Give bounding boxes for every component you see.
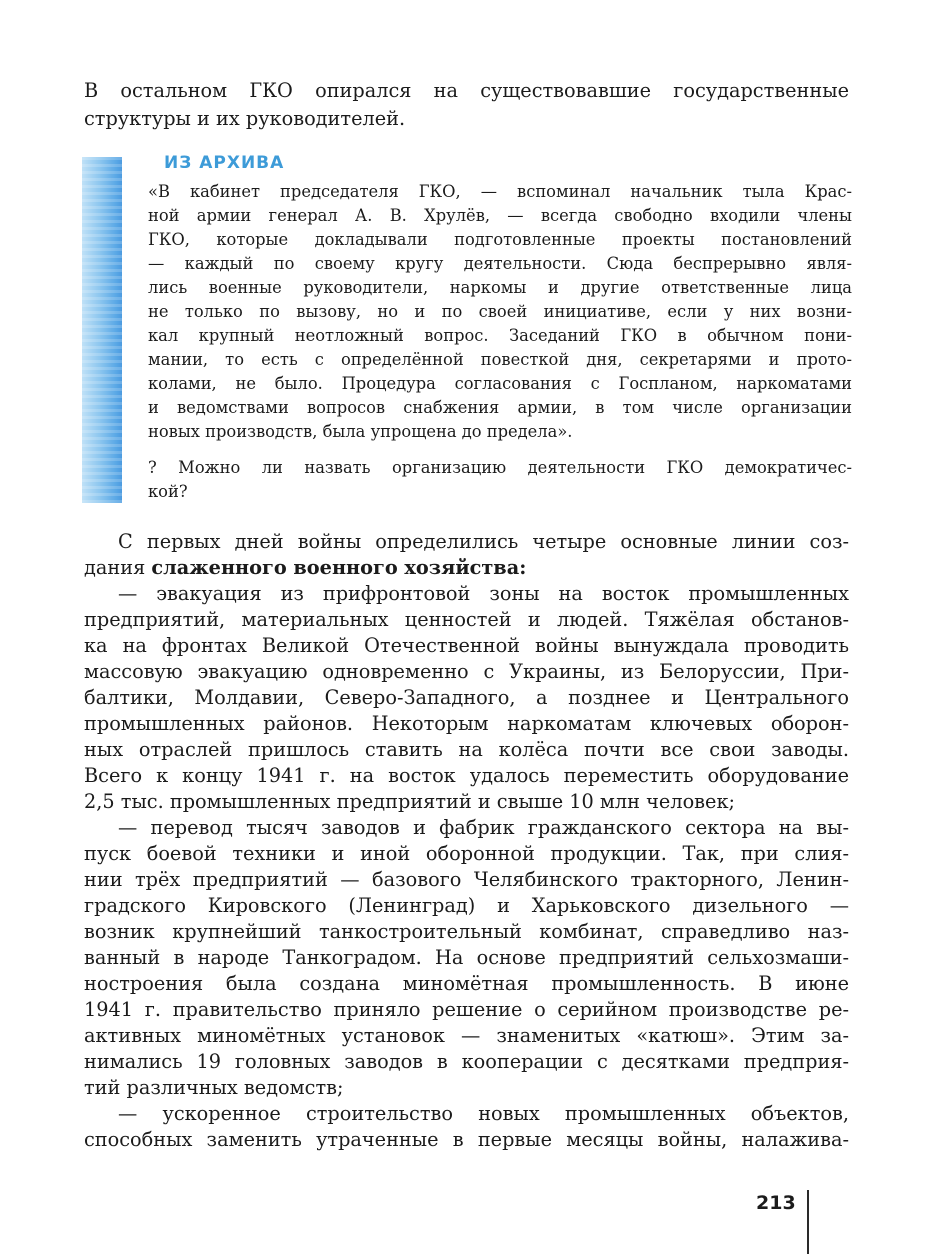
archive-line: и ведомствами вопросов снабжения армии, в том числе организации [148,398,852,417]
main-line: — перевод тысяч заводов и фабрик гражданского сектора на вы- [118,816,849,839]
archive-line: не только по вызову, но и по своей инициативе, если у них возни- [148,302,852,321]
archive-line: кал крупный неотложный вопрос. Заседаний ГКО в обычном пони- [148,326,852,345]
intro-line: структуры и их руководителей. [84,107,406,130]
main-line: ванный в народе Танкоградом. На основе предприятий сельхозмаши- [84,946,849,969]
archive-heading: ИЗ АРХИВА [164,153,285,173]
main-line: массовую эвакуацию одновременно с Украины, из Белоруссии, При- [84,660,849,683]
archive-question: ? Можно ли назвать организацию деятельности ГКО демократичес- [148,458,852,477]
archive-line: мании, то есть с определённой повесткой дня, секретарями и прото- [148,350,852,369]
archive-line: «В кабинет председателя ГКО, — вспоминал начальник тыла Крас- [148,182,852,201]
archive-line: лись военные руководители, наркомы и другие ответственные лица [148,278,852,297]
main-line: ка на фронтах Великой Отечественной войны вынуждала проводить [84,634,849,657]
main-line: балтики, Молдавии, Северо-Западного, а позднее и Центрального [84,686,849,709]
page-number: 213 [756,1192,796,1214]
main-line-prefix: дания [84,556,152,579]
main-line: — ускоренное строительство новых промышленных объектов, [118,1102,849,1125]
main-line: пуск боевой техники и иной оборонной продукции. Так, при слия- [84,842,849,865]
intro-line: В остальном ГКО опирался на существовавшие государственные [84,79,849,102]
main-line: 1941 г. правительство приняло решение о серийном производстве ре- [84,998,849,1021]
main-line: градского Кировского (Ленинград) и Харьковского дизельного — [84,894,849,917]
page-number-rule [807,1190,809,1254]
main-line: тий различных ведомств; [84,1076,344,1099]
main-line: Всего к концу 1941 г. на восток удалось переместить оборудование [84,764,849,787]
key-term: слаженного военного хозяйства: [151,556,527,579]
main-line: способных заменить утраченные в первые месяцы войны, налажива- [84,1128,849,1151]
main-line: нимались 19 головных заводов в кооперации с десятками предприя- [84,1050,849,1073]
main-line: предприятий, материальных ценностей и людей. Тяжёлая обстанов- [84,608,849,631]
archive-line: ГКО, которые докладывали подготовленные проекты постановлений [148,230,852,249]
archive-line: новых производств, была упрощена до предела». [148,422,573,441]
main-line-lead [84,555,526,581]
main-line: ных отраслей пришлось ставить на колёса почти все свои заводы. [84,738,849,761]
main-line: активных миномётных установок — знаменитых «катюш». Этим за- [84,1024,849,1047]
main-line: промышленных районов. Некоторым наркоматам ключевых оборон- [84,712,849,735]
main-line: ностроения была создана миномётная промышленность. В июне [84,972,849,995]
archive-line: колами, не было. Процедура согласования с Госпланом, наркоматами [148,374,852,393]
archive-question: кой? [148,482,188,501]
main-line: С первых дней войны определились четыре основные линии соз- [118,530,849,553]
main-line: — эвакуация из прифронтовой зоны на восток промышленных [118,582,849,605]
main-line: возник крупнейший танкостроительный комбинат, справедливо наз- [84,920,849,943]
archive-accent-bar [82,157,122,503]
main-line: нии трёх предприятий — базового Челябинского тракторного, Ленин- [84,868,849,891]
archive-line: ной армии генерал А. В. Хрулёв, — всегда свободно входили члены [148,206,852,225]
archive-line: — каждый по своему кругу деятельности. Сюда беспрерывно явля- [148,254,852,273]
main-line: 2,5 тыс. промышленных предприятий и свыше 10 млн человек; [84,790,735,813]
